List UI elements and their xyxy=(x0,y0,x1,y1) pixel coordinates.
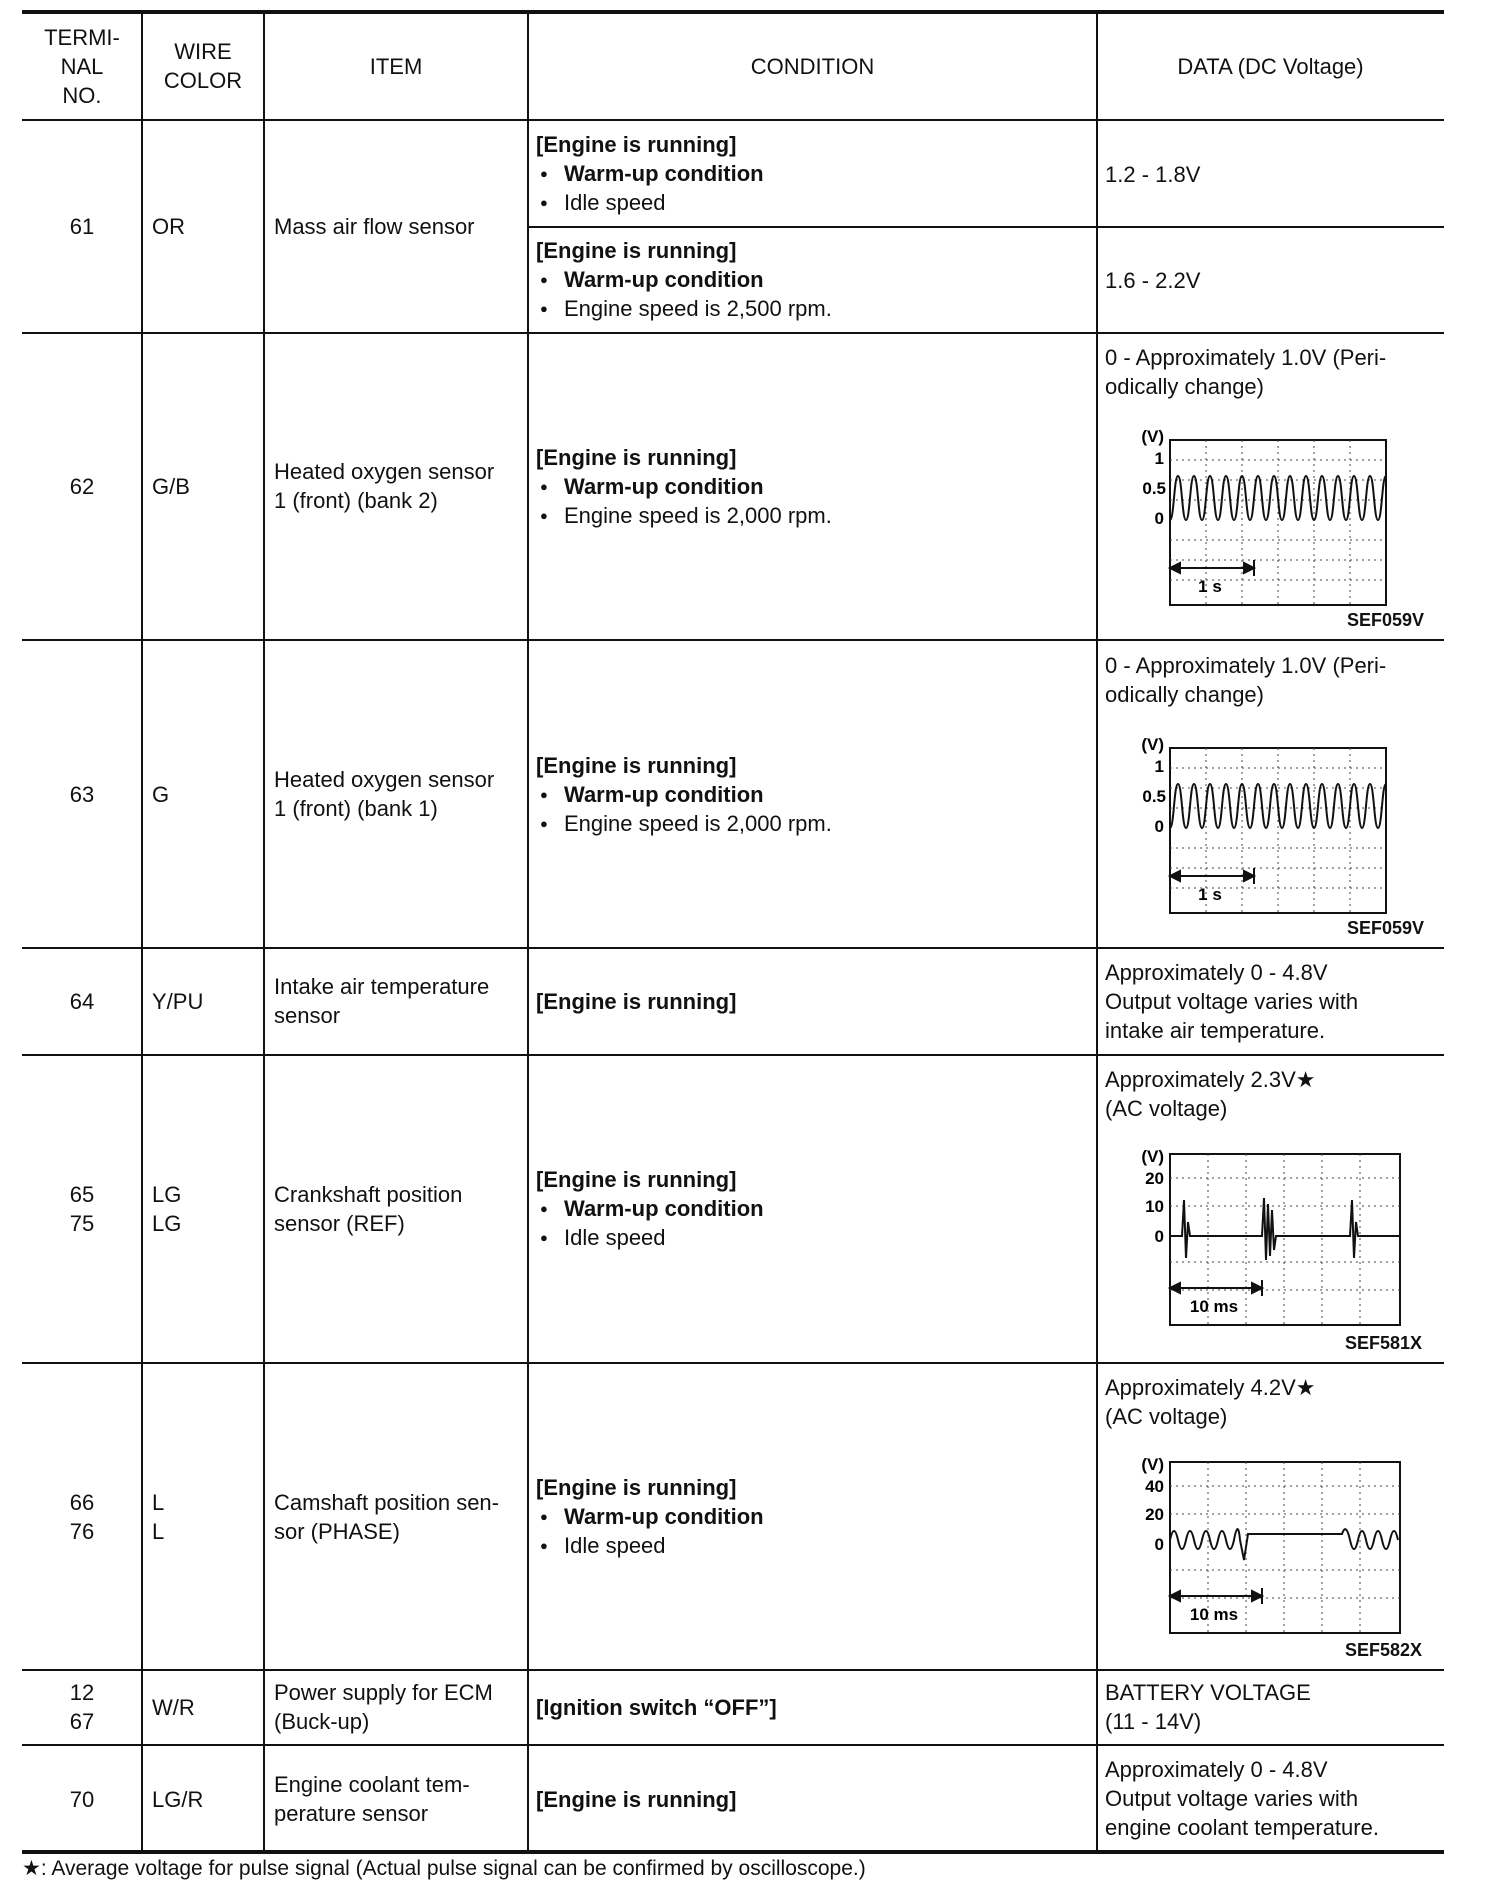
data-value: Approximately 0 - 4.8V Output voltage varies with engine coolant temperature. xyxy=(1105,1757,1379,1840)
wire-color: LG/R xyxy=(152,1787,204,1812)
condition xyxy=(536,1693,1091,1722)
item-name: Power supply for ECM (Buck-up) xyxy=(274,1680,493,1734)
scope-time-label: 1 s xyxy=(1198,577,1222,596)
condition-bullet: ● Warm-up condition xyxy=(536,780,1091,809)
scope-time-label: 10 ms xyxy=(1189,1297,1239,1316)
wire-color: LG LG xyxy=(152,1182,182,1236)
terminal-no: 70 xyxy=(69,1787,95,1812)
item-name: Crankshaft position sensor (REF) xyxy=(274,1182,463,1236)
condition-bullet: ● Engine speed is 2,500 rpm. xyxy=(536,294,1091,323)
scope-tick-label: 20 xyxy=(1145,1169,1164,1188)
item-name: Heated oxygen sensor 1 (front) (bank 1) xyxy=(274,767,495,821)
scope-time-label: 1 s xyxy=(1198,885,1222,904)
data-value: 1.6 - 2.2V xyxy=(1105,268,1201,293)
data-value: Approximately 4.2V★ (AC voltage) xyxy=(1105,1375,1316,1429)
scope-signal-trace xyxy=(1170,1529,1398,1560)
condition-bullet: ● Warm-up condition xyxy=(536,472,1091,501)
wire-color: G/B xyxy=(152,474,190,499)
condition-bullet: ● Idle speed xyxy=(536,1531,1091,1560)
condition-header: [Engine is running] xyxy=(536,1167,737,1192)
item-name: Engine coolant tem- perature sensor xyxy=(274,1772,470,1826)
header-data: DATA (DC Voltage) xyxy=(1177,53,1364,79)
condition-header: [Engine is running] xyxy=(536,132,737,157)
item-name: Intake air temperature sensor xyxy=(274,974,490,1028)
condition xyxy=(536,236,1091,323)
figure-id: SEF059V xyxy=(1347,610,1425,630)
header-item: ITEM xyxy=(369,53,423,79)
condition-header: [Engine is running] xyxy=(536,989,737,1014)
condition xyxy=(536,130,1091,217)
scope-tick-label: 1 xyxy=(1154,449,1164,468)
condition-bullet: ● Idle speed xyxy=(536,188,1091,217)
scope-signal-trace xyxy=(1170,1198,1400,1260)
condition-bullet: ● Warm-up condition xyxy=(536,159,1091,188)
condition xyxy=(536,443,1091,530)
scope-unit: (V) xyxy=(1141,1147,1164,1166)
wire-color: W/R xyxy=(152,1695,195,1720)
scope-time-marker xyxy=(1170,1280,1262,1296)
condition xyxy=(536,1473,1091,1560)
header-wire-color: WIRE COLOR xyxy=(163,39,243,93)
condition xyxy=(536,751,1091,838)
data-value: BATTERY VOLTAGE (11 - 14V) xyxy=(1105,1680,1311,1734)
oscilloscope-waveform xyxy=(1122,1448,1422,1638)
condition-header: [Engine is running] xyxy=(536,753,737,778)
item-name: Camshaft position sen- sor (PHASE) xyxy=(274,1490,499,1544)
terminal-no: 63 xyxy=(69,782,95,807)
scope-unit: (V) xyxy=(1141,427,1164,446)
oscilloscope-waveform xyxy=(1122,1140,1422,1330)
terminal-no: 12 67 xyxy=(69,1680,95,1734)
item-name: Mass air flow sensor xyxy=(274,214,475,239)
data-value: Approximately 2.3V★ (AC voltage) xyxy=(1105,1067,1316,1121)
terminal-no: 66 76 xyxy=(69,1490,95,1544)
item-name: Heated oxygen sensor 1 (front) (bank 2) xyxy=(274,459,495,513)
terminal-no: 62 xyxy=(69,474,95,499)
scope-time-marker xyxy=(1170,560,1254,576)
figure-id: SEF581X xyxy=(1345,1333,1423,1353)
condition-header: [Engine is running] xyxy=(536,238,737,263)
header-condition: CONDITION xyxy=(750,53,875,79)
data-value: 0 - Approximately 1.0V (Peri- odically change) xyxy=(1105,653,1387,707)
condition xyxy=(536,1165,1091,1252)
scope-time-label: 10 ms xyxy=(1189,1605,1239,1624)
scope-tick-label: 0 xyxy=(1154,509,1164,528)
oscilloscope-waveform xyxy=(1122,728,1412,918)
figure-id: SEF059V xyxy=(1347,918,1425,938)
condition-bullet: ● Engine speed is 2,000 rpm. xyxy=(536,501,1091,530)
footnote: ★: Average voltage for pulse signal (Actual pulse signal can be confirmed by oscilloscope.) xyxy=(22,1857,866,1880)
scope-unit: (V) xyxy=(1141,1455,1164,1474)
data-value: 1.2 - 1.8V xyxy=(1105,162,1201,187)
condition-bullet: ● Warm-up condition xyxy=(536,1502,1091,1531)
condition-header: [Engine is running] xyxy=(536,1475,737,1500)
condition-header: [Engine is running] xyxy=(536,1787,737,1812)
scope-tick-label: 1 xyxy=(1154,757,1164,776)
terminal-no: 64 xyxy=(69,989,95,1014)
scope-tick-label: 40 xyxy=(1145,1477,1164,1496)
scope-time-marker xyxy=(1170,868,1254,884)
scope-tick-label: 0 xyxy=(1154,1535,1164,1554)
terminal-no: 65 75 xyxy=(69,1182,95,1236)
scope-unit: (V) xyxy=(1141,735,1164,754)
wire-color: G xyxy=(152,782,170,807)
scope-tick-label: 0.5 xyxy=(1142,479,1166,498)
condition xyxy=(536,1785,1091,1814)
scope-time-marker xyxy=(1170,1588,1262,1604)
data-value: Approximately 0 - 4.8V Output voltage varies with intake air temperature. xyxy=(1105,960,1359,1043)
condition xyxy=(536,987,1091,1016)
scope-tick-label: 0 xyxy=(1154,1227,1164,1246)
terminal-data-table xyxy=(22,10,1444,1854)
wire-color: Y/PU xyxy=(152,989,204,1014)
data-value: 0 - Approximately 1.0V (Peri- odically change) xyxy=(1105,345,1387,399)
condition-bullet: ● Warm-up condition xyxy=(536,265,1091,294)
scope-tick-label: 0.5 xyxy=(1142,787,1166,806)
header-terminal-no: TERMI- NAL NO. xyxy=(44,24,120,108)
terminal-no: 61 xyxy=(69,214,95,239)
condition-bullet: ● Engine speed is 2,000 rpm. xyxy=(536,809,1091,838)
condition-header: [Engine is running] xyxy=(536,445,737,470)
scope-tick-label: 20 xyxy=(1145,1505,1164,1524)
wire-color: L L xyxy=(152,1490,165,1544)
condition-header: [Ignition switch “OFF”] xyxy=(536,1695,777,1720)
condition-bullet: ● Warm-up condition xyxy=(536,1194,1091,1223)
oscilloscope-waveform xyxy=(1122,420,1412,610)
scope-tick-label: 0 xyxy=(1154,817,1164,836)
wire-color: OR xyxy=(152,214,185,239)
condition-bullet: ● Idle speed xyxy=(536,1223,1091,1252)
scope-tick-label: 10 xyxy=(1145,1197,1164,1216)
figure-id: SEF582X xyxy=(1345,1640,1423,1660)
